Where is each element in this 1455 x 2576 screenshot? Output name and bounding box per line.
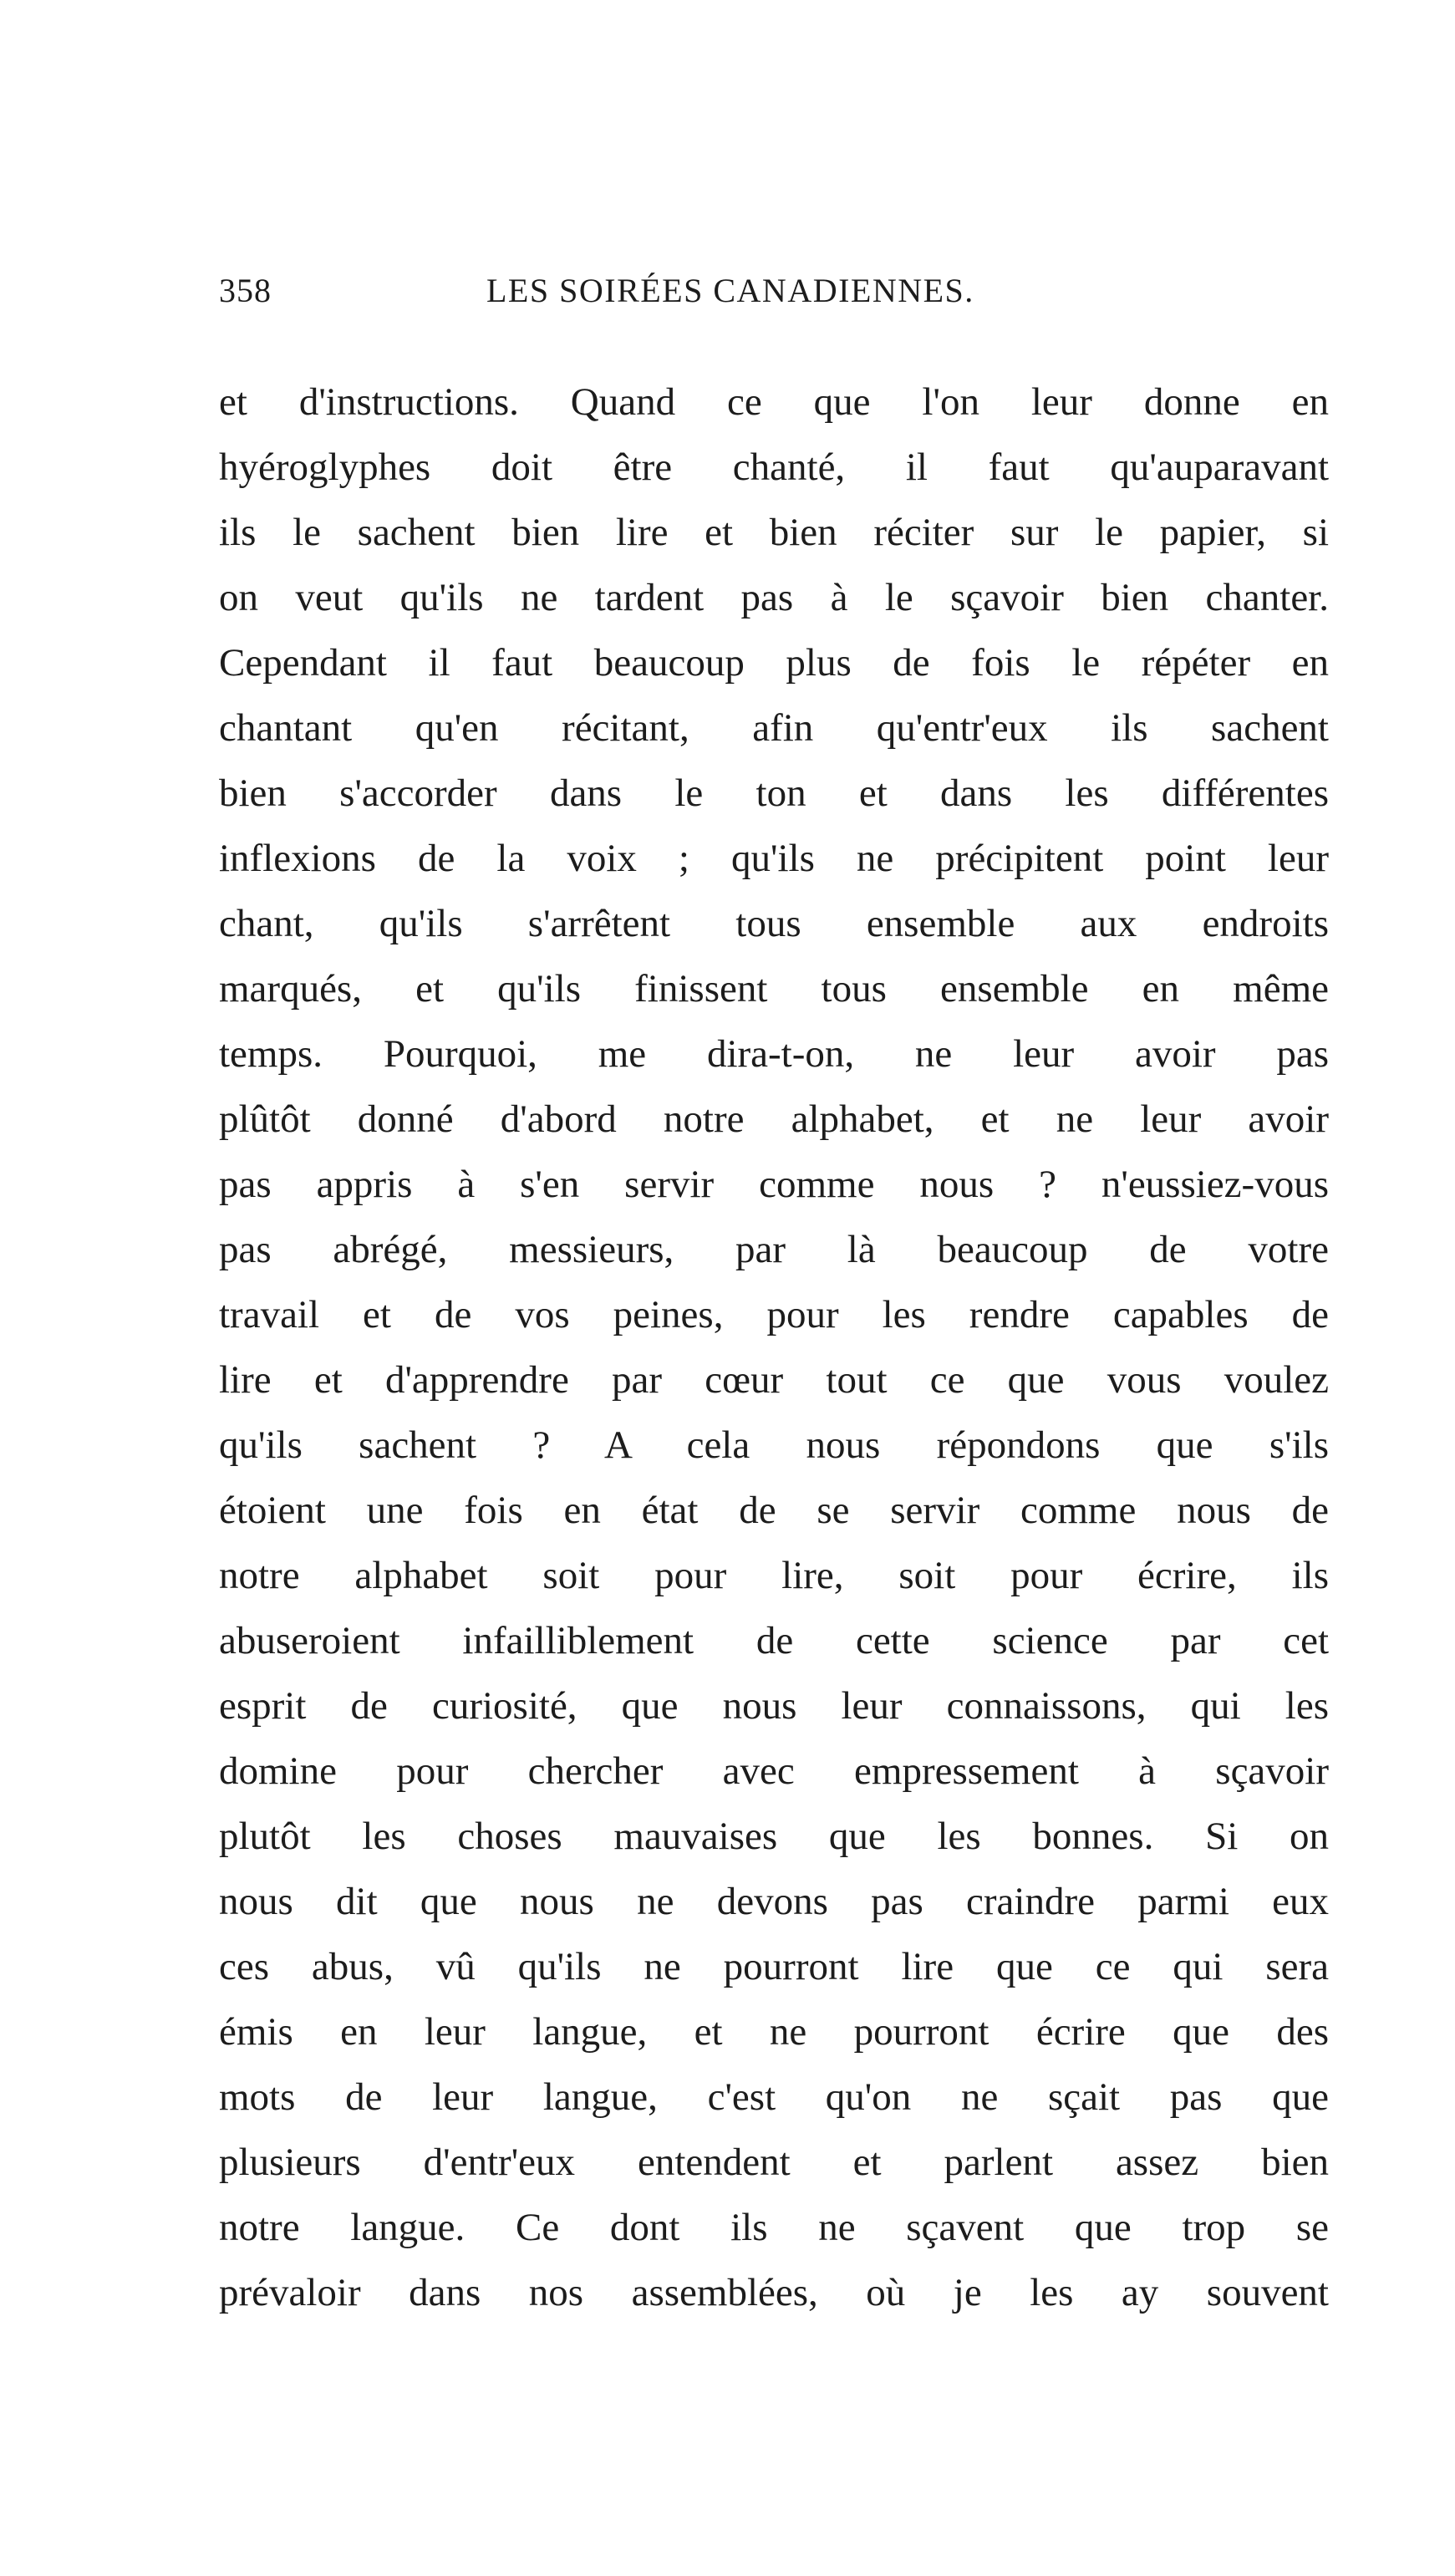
text-line: plutôt les choses mauvaises que les bonnes. Si on: [219, 1815, 1329, 1858]
page-header: [219, 266, 1122, 316]
page-number: 358: [219, 272, 272, 309]
text-line: chantant qu'en récitant, afin qu'entr'eux ils sachent: [219, 706, 1329, 750]
text-line: plusieurs d'entr'eux entendent et parlent assez bien: [219, 2141, 1329, 2184]
body-text: [219, 369, 1329, 2325]
text-line: mots de leur langue, c'est qu'on ne sçait pas que: [219, 2075, 1329, 2119]
text-line: chant, qu'ils s'arrêtent tous ensemble aux endroits: [219, 902, 1329, 945]
text-line: pas abrégé, messieurs, par là beaucoup de votre: [219, 1228, 1329, 1271]
text-line: notre alphabet soit pour lire, soit pour écrire, ils: [219, 1554, 1329, 1597]
text-line: prévaloir dans nos assemblées, où je les ay souvent: [219, 2271, 1329, 2314]
text-line: domine pour chercher avec empressement à sçavoir: [219, 1749, 1329, 1793]
text-line: temps. Pourquoi, me dira-t-on, ne leur avoir pas: [219, 1032, 1329, 1076]
text-line: bien s'accorder dans le ton et dans les différentes: [219, 771, 1329, 815]
text-line: étoient une fois en état de se servir comme nous de: [219, 1489, 1329, 1532]
text-line: plûtôt donné d'abord notre alphabet, et ne leur avoir: [219, 1097, 1329, 1141]
text-line: travail et de vos peines, pour les rendre capables de: [219, 1293, 1329, 1336]
text-line: pas appris à s'en servir comme nous ? n'eussiez-vous: [219, 1163, 1329, 1206]
text-line: qu'ils sachent ? A cela nous répondons que s'ils: [219, 1423, 1329, 1467]
text-line: lire et d'apprendre par cœur tout ce que vous voulez: [219, 1358, 1329, 1402]
text-line: inflexions de la voix ; qu'ils ne précipitent point leur: [219, 837, 1329, 880]
text-line: ces abus, vû qu'ils ne pourront lire que ce qui sera: [219, 1945, 1329, 1988]
text-line: ils le sachent bien lire et bien réciter sur le papier, si: [219, 511, 1329, 554]
text-line: Cependant il faut beaucoup plus de fois le répéter en: [219, 641, 1329, 685]
text-line: émis en leur langue, et ne pourront écrire que des: [219, 2010, 1329, 2054]
text-line: nous dit que nous ne devons pas craindre parmi eux: [219, 1880, 1329, 1923]
text-line: esprit de curiosité, que nous leur connaissons, qui les: [219, 1684, 1329, 1728]
text-line: hyéroglyphes doit être chanté, il faut qu'auparavant: [219, 445, 1329, 489]
text-line: et d'instructions. Quand ce que l'on leur donne en: [219, 380, 1329, 424]
running-head: LES SOIRÉES CANADIENNES.: [486, 272, 974, 309]
text-line: notre langue. Ce dont ils ne sçavent que trop se: [219, 2206, 1329, 2249]
text-line: on veut qu'ils ne tardent pas à le sçavoir bien chanter.: [219, 576, 1329, 619]
text-line: abuseroient infailliblement de cette science par cet: [219, 1619, 1329, 1662]
text-line: marqués, et qu'ils finissent tous ensemble en même: [219, 967, 1329, 1011]
